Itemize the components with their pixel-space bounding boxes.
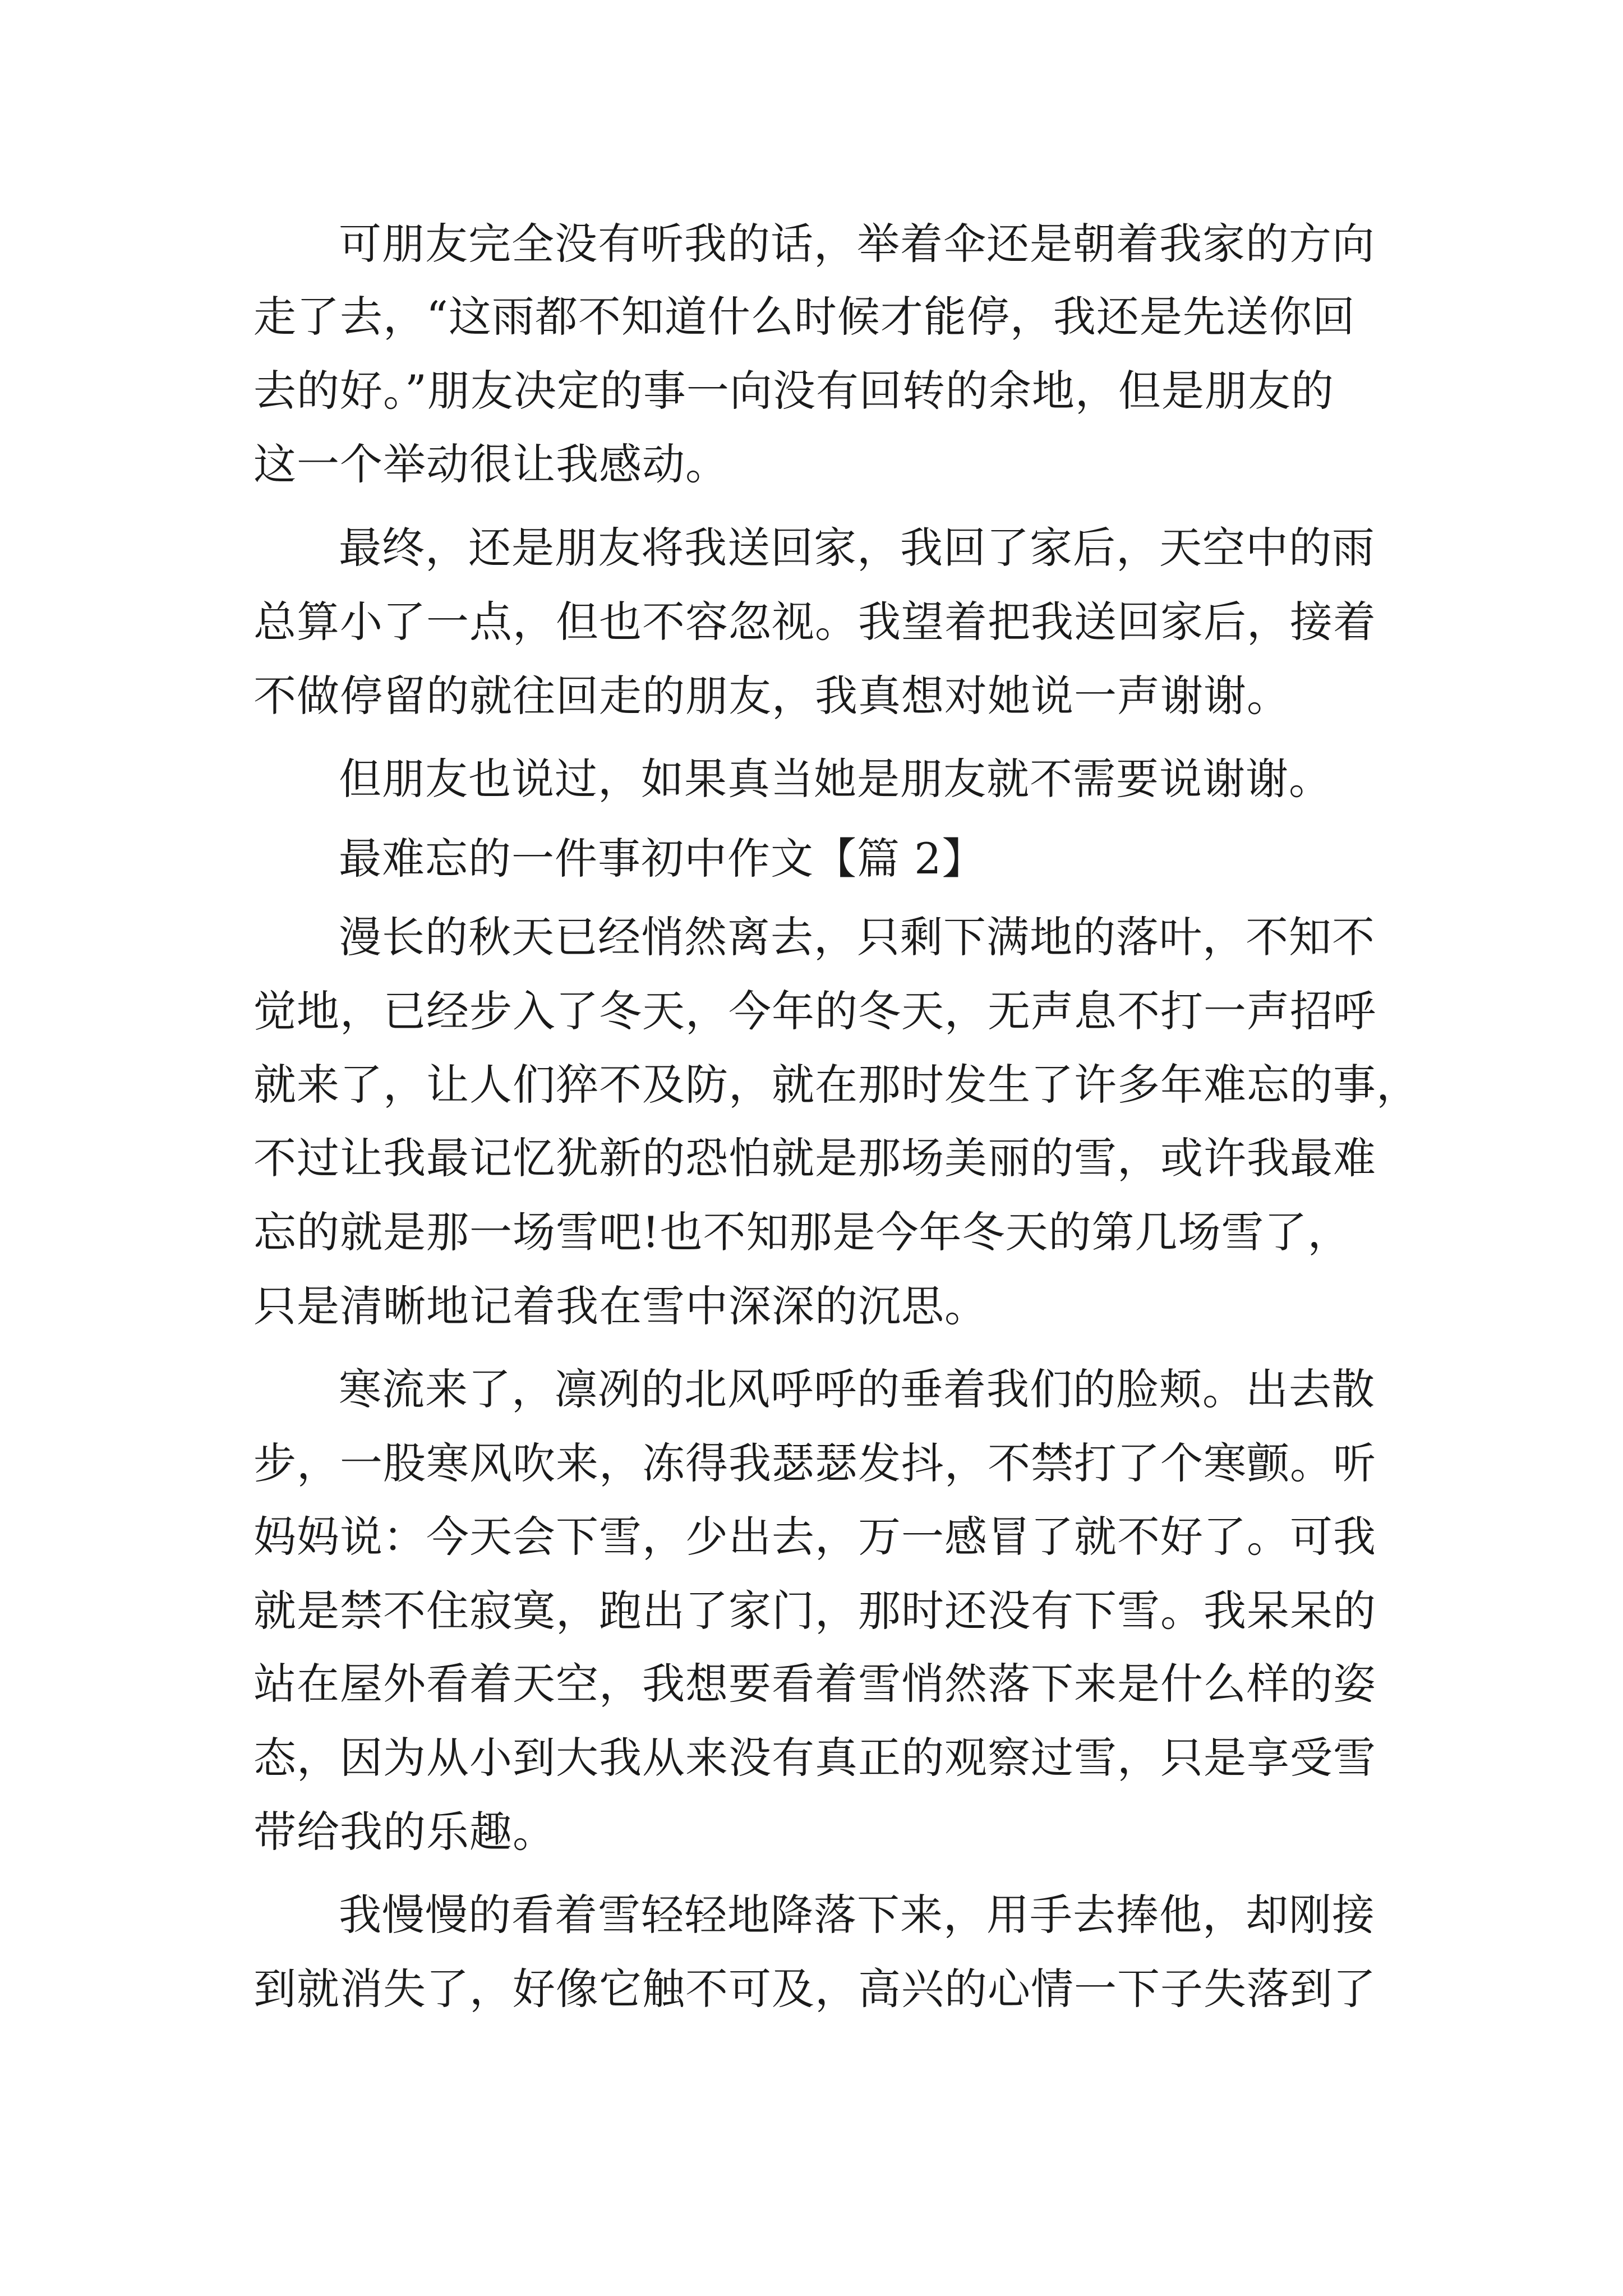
text-line: 不做停留的就往回走的朋友，我真想对她说一声谢谢。 [253, 671, 1290, 721]
text-line: 不过让我最记忆犹新的恐怕就是那场美丽的雪，或许我最难 [253, 1133, 1376, 1183]
text-line: 这一个举动很让我感动。 [253, 439, 728, 489]
text-line: 态，因为从小到大我从来没有真正的观察过雪，只是享受雪 [253, 1733, 1376, 1783]
text-line: 只是清晰地记着我在雪中深深的沉思。 [253, 1281, 988, 1331]
text-line: 但朋友也说过，如果真当她是朋友就不需要说谢谢。 [339, 754, 1332, 804]
text-line: 忘的就是那一场雪吧!也不知那是今年冬天的第几场雪了， [253, 1207, 1351, 1257]
text-line: 寒流来了，凛冽的北风呼呼的垂着我们的脸颊。出去散 [339, 1364, 1375, 1414]
text-line: 就是禁不住寂寞，跑出了家门，那时还没有下雪。我呆呆的 [253, 1586, 1376, 1636]
text-line: 走了去，“这雨都不知道什么时候才能停，我还是先送你回 [253, 292, 1355, 342]
text-line: 步，一股寒风吹来，冻得我瑟瑟发抖，不禁打了个寒颤。听 [253, 1438, 1376, 1488]
text-line: 最终，还是朋友将我送回家，我回了家后，天空中的雨 [339, 523, 1375, 573]
section-heading: 最难忘的一件事初中作文【篇 2】 [339, 834, 985, 884]
text-line: 到就消失了，好像它触不可及，高兴的心情一下子失落到了 [253, 1964, 1376, 2014]
text-line: 我慢慢的看着雪轻轻地降落下来，用手去捧他，却刚接 [339, 1890, 1375, 1940]
text-line: 就来了，让人们猝不及防，就在那时发生了许多年难忘的事， [253, 1060, 1419, 1110]
text-line: 带给我的乐趣。 [253, 1807, 556, 1857]
text-line: 可朋友完全没有听我的话，举着伞还是朝着我家的方向 [339, 219, 1375, 269]
text-line: 去的好。”朋友决定的事一向没有回转的余地，但是朋友的 [253, 366, 1334, 416]
text-line: 站在屋外看着天空，我想要看着雪悄然落下来是什么样的姿 [253, 1659, 1376, 1709]
text-line: 漫长的秋天已经悄然离去，只剩下满地的落叶，不知不 [339, 912, 1375, 962]
text-line: 觉地，已经步入了冬天，今年的冬天，无声息不打一声招呼 [253, 986, 1376, 1036]
text-line: 妈妈说：今天会下雪，少出去，万一感冒了就不好了。可我 [253, 1512, 1376, 1562]
text-line: 总算小了一点，但也不容忽视。我望着把我送回家后，接着 [253, 597, 1376, 647]
